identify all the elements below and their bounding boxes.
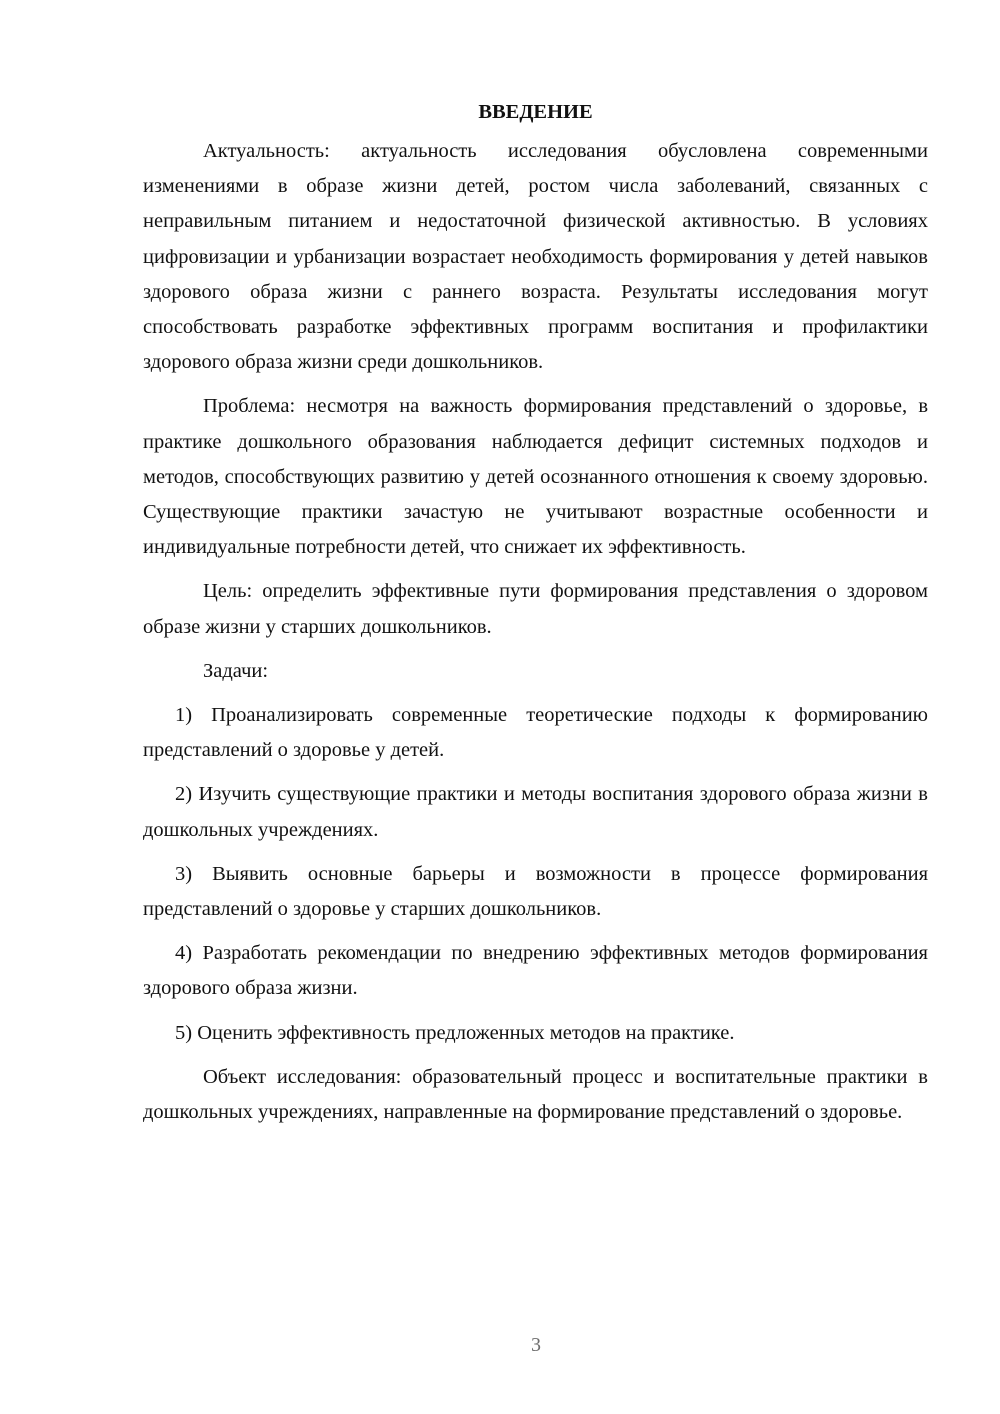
task-item-2: 2) Изучить существующие практики и методы воспитания здорового образа жизни в дошкольных учреждениях. — [143, 783, 928, 841]
task-item-4: 4) Разработать рекомендации по внедрению эффективных методов формирования здорового образа жизни. — [143, 942, 928, 1000]
relevance-paragraph: Актуальность: актуальность исследования обусловлена современными изменениями в образе жизни детей, ростом числа заболеваний, связанных с неправильным питанием и недостаточной физической активностью. В условиях цифровизации и урбанизации возрастает необходимость формирования у детей навыков здорового образа жизни с раннего возраста. Результаты исследования могут способствовать разработке эффективных программ воспитания и профилактики здорового образа жизни среди дошкольников. — [143, 140, 928, 374]
problem-paragraph: Проблема: несмотря на важность формирования представлений о здоровье, в практике дошкольного образования наблюдается дефицит системных подходов и методов, способствующих развитию у детей осознанного отношения к своему здоровью. Существующие практики зачастую не учитывают возрастные особенности и индивидуальные потребности детей, что снижает их эффективность. — [143, 395, 928, 559]
page-number: 3 — [531, 1334, 541, 1356]
tasks-label: Задачи: — [203, 659, 269, 682]
page-heading: ВВЕДЕНИЕ — [478, 101, 593, 123]
task-item-5: 5) Оценить эффективность предложенных методов на практике. — [175, 1021, 735, 1044]
task-item-3: 3) Выявить основные барьеры и возможности в процессе формирования представлений о здоровье у старших дошкольников. — [143, 862, 928, 921]
page-body — [143, 98, 928, 1130]
goal-paragraph: Цель: определить эффективные пути формирования представления о здоровом образе жизни у старших дошкольников. — [143, 580, 928, 638]
object-paragraph: Объект исследования: образовательный процесс и воспитательные практики в дошкольных учреждениях, направленные на формирование представлений о здоровье. — [143, 1065, 928, 1124]
task-item-1: 1) Проанализировать современные теоретические подходы к формированию представлений о здоровье у детей. — [143, 704, 928, 762]
